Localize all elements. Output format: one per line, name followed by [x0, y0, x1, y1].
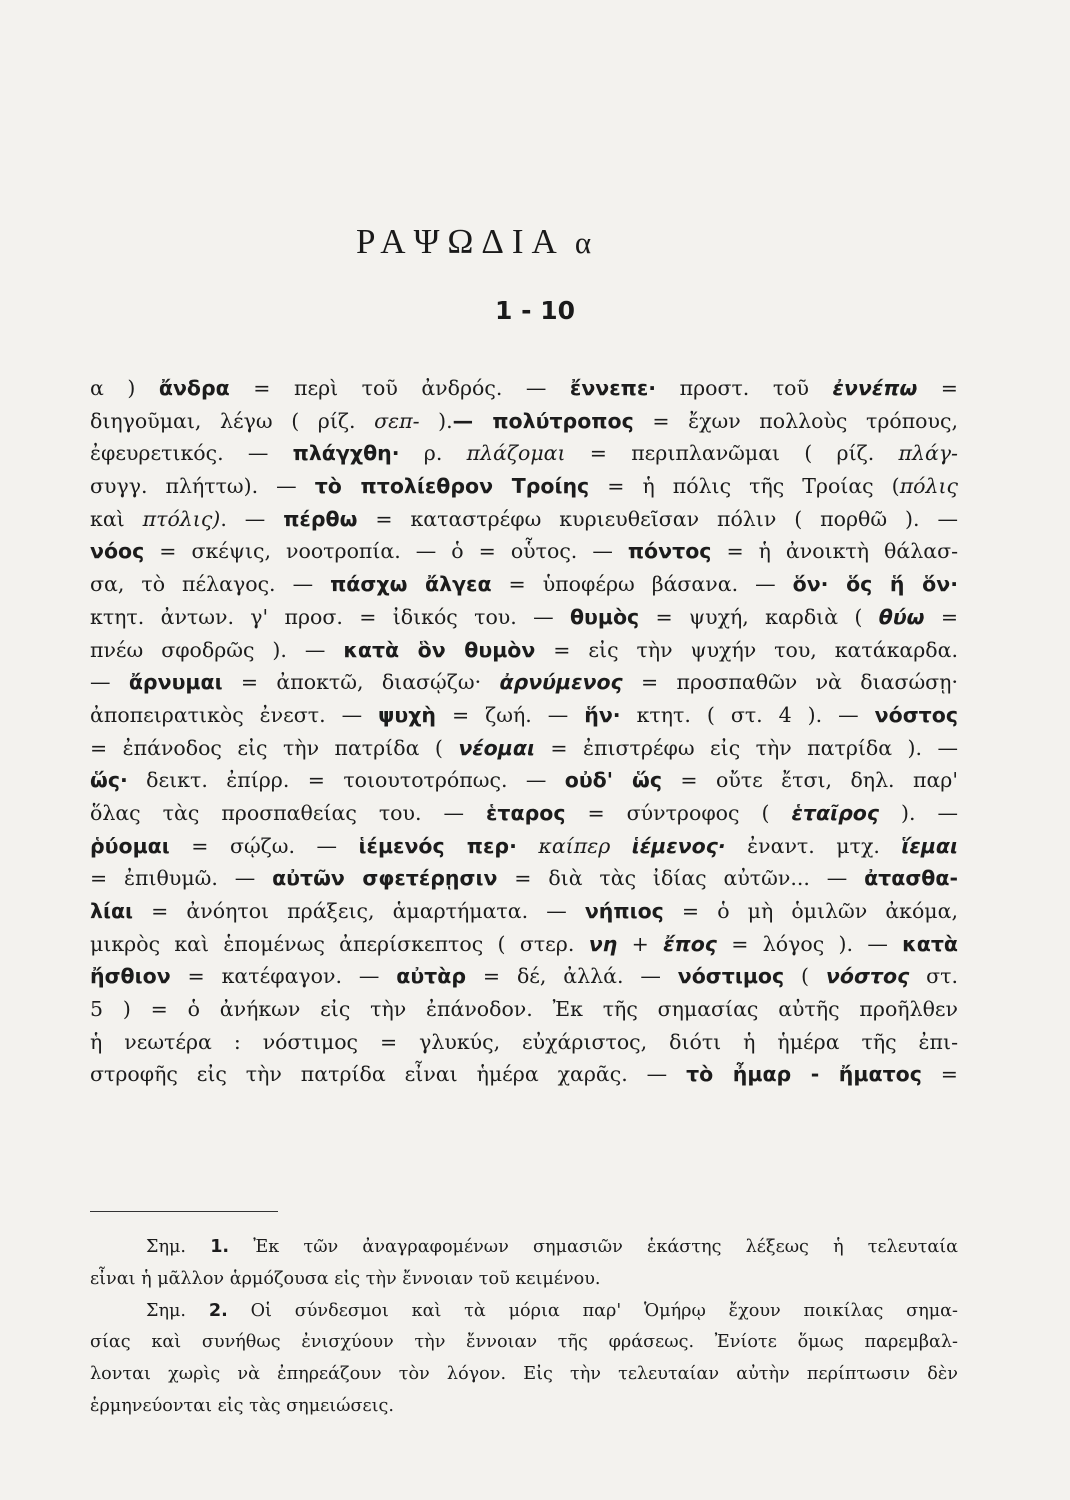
- text-run: = κατέφαγον. —: [170, 964, 397, 989]
- headword: ψυχὴ: [378, 702, 437, 727]
- text-run: λονται χωρὶς νὰ ἐπηρεάζουν τὸν λόγον. Εἰς τὴν τελευταίαν αὐτὴν περίπτωσιν δὲν: [90, 1364, 958, 1385]
- text-run: = ἡ πόλις τῆς Τροίας (: [589, 474, 900, 499]
- headword: αὐτῶν σφετέρῃσιν: [272, 866, 498, 891]
- footnote-line: [90, 1327, 958, 1359]
- headword: λίαι: [90, 899, 134, 923]
- text-run: Σημ.: [146, 1237, 211, 1257]
- headword: τὸ ἦμαρ - ἤματος: [686, 1062, 922, 1087]
- text-run: = ζωή. —: [436, 702, 585, 727]
- text-run: πνέω σφοδρῶς ). —: [90, 637, 344, 662]
- text-run: = εἰς τὴν ψυχήν του, κατάκαρδα.: [535, 637, 958, 662]
- italic-headword: ἑταῖρος: [791, 800, 879, 825]
- text-run: ). —: [879, 800, 958, 825]
- headword: ἄρνυμαι: [128, 670, 223, 695]
- text-run: 5 ) = ὁ ἀνήκων εἰς τὴν ἐπάνοδον. Ἐκ τῆς σημασίας αὐτῆς προῆλθεν: [90, 997, 958, 1022]
- headword: αὐτὰρ: [396, 964, 467, 989]
- text-run: = οὔτε ἔτσι, δηλ. παρ': [662, 768, 958, 793]
- text-run: =: [917, 376, 958, 400]
- text-line: [90, 797, 958, 830]
- headword: νόστος: [874, 702, 958, 727]
- text-run: = λόγος ). —: [716, 931, 903, 956]
- text-run: εἶναι ἡ μᾶλλον ἁρμόζουσα εἰς τὴν ἔννοιαν τοῦ κειμένου.: [90, 1268, 601, 1289]
- text-run: = ἔχων πολλοὺς τρόπους,: [633, 408, 958, 433]
- text-line: [90, 960, 958, 993]
- headword: οὐδ' ὥς: [564, 768, 663, 793]
- italic-headword: θύω: [878, 604, 925, 629]
- headword: νόστιμος: [677, 964, 785, 989]
- text-run: [610, 834, 632, 858]
- text-run: μικρὸς καὶ ἑπομένως ἀπερίσκεπτος ( στερ.: [90, 931, 589, 956]
- text-line: [90, 372, 958, 405]
- text-run: = σῴζω. —: [169, 833, 359, 858]
- book-letter: α: [574, 225, 592, 260]
- text-run: = ἐπιστρέφω εἰς τὴν πατρίδα ). —: [534, 735, 958, 760]
- text-line: [90, 895, 958, 928]
- text-run: στ.: [909, 964, 958, 989]
- text-line: [90, 993, 958, 1026]
- footnote-rule: [90, 1211, 278, 1212]
- headword: πλάγχθη·: [292, 441, 400, 466]
- text-line: [90, 1026, 958, 1059]
- text-run: [517, 834, 539, 858]
- italic-term: καίπερ: [538, 833, 611, 858]
- headword: νήπιος: [584, 899, 664, 923]
- italic-headword: ἱέμενος·: [631, 833, 726, 858]
- text-run: κτητ. ἀντων. γ' προσ. = ἰδικός του. —: [90, 604, 570, 629]
- text-run: α ): [90, 376, 159, 400]
- footnotes: [90, 1232, 958, 1423]
- headword: ῥύομαι: [90, 833, 170, 858]
- text-run: = διὰ τὰς ἰδίας αὐτῶν... —: [497, 866, 865, 891]
- headword: πάσχω ἄλγεα: [330, 572, 492, 597]
- text-run: ἀποπειρατικὸς ἐνεστ. —: [90, 702, 379, 727]
- footnote-line: [90, 1264, 958, 1296]
- headword: ἑταρος: [486, 800, 566, 825]
- text-run: ἡ νεωτέρα : νόστιμος = γλυκύς, εὐχάριστος, διότι ἡ ἡμέρα τῆς ἐπι-: [90, 1029, 958, 1054]
- headword: νόος: [90, 539, 145, 564]
- text-run: δεικτ. ἐπίρρ. = τοιουτοτρόπως. —: [127, 768, 565, 793]
- headword: 2.: [208, 1300, 228, 1321]
- italic-headword: ἐννέπω: [832, 376, 918, 400]
- headword: ἀτασθα-: [864, 866, 958, 891]
- text-run: σίας καὶ συνήθως ἐνισχύουν τὴν ἔννοιαν τῆς φράσεως. Ἐνίοτε ὅμως παρεμβαλ-: [90, 1332, 958, 1353]
- italic-term: πλάζομαι: [466, 441, 566, 466]
- text-run: = ὁ μὴ ὁμιλῶν ἀκόμα,: [663, 899, 958, 923]
- italic-term: πτόλις): [142, 506, 221, 531]
- verse-range: 1 - 10: [495, 296, 575, 325]
- text-run: καὶ: [90, 506, 143, 531]
- italic-headword: νόστος: [825, 964, 910, 989]
- text-line: [90, 437, 958, 470]
- text-run: = σκέψις, νοοτροπία. — ὁ = οὗτος. —: [144, 539, 628, 564]
- headword: ἱέμενός περ·: [358, 833, 517, 858]
- text-line: [90, 732, 958, 765]
- text-line: [90, 699, 958, 732]
- headword: πόντος: [627, 539, 712, 564]
- footnote-line: [90, 1359, 958, 1391]
- text-run: κτητ. ( στ. 4 ). —: [620, 702, 875, 727]
- text-run: = περιπλανῶμαι ( ρίζ.: [565, 441, 899, 466]
- italic-headword: ἀρνύμενος: [499, 670, 623, 695]
- text-run: ἑρμηνεύονται εἰς τὰς σημειώσεις.: [90, 1395, 394, 1416]
- text-run: Οἱ σύνδεσμοι καὶ τὰ μόρια παρ' Ὁμήρῳ ἔχουν ποικίλας σημα-: [227, 1300, 958, 1321]
- text-line: [90, 634, 958, 667]
- italic-headword: νέομαι: [458, 735, 535, 760]
- text-run: Σημ.: [146, 1300, 209, 1321]
- text-line: [90, 666, 958, 699]
- text-line: [90, 830, 958, 863]
- text-line: [90, 1058, 958, 1091]
- text-run: = ἀποκτῶ, διασῴζω·: [222, 670, 500, 695]
- text-run: ρ.: [399, 441, 467, 466]
- headword: τὸ πτολίεθρον Τροίης: [314, 474, 590, 499]
- text-line: [90, 568, 958, 601]
- headword: ὥς·: [90, 768, 128, 793]
- text-run: —: [90, 670, 129, 695]
- text-line: [90, 535, 958, 568]
- rhapsody-title: [356, 222, 591, 262]
- text-run: = ἐπιθυμῶ. —: [90, 866, 273, 891]
- footnote-line: [90, 1391, 958, 1423]
- text-run: ἐφευρετικός. —: [90, 441, 293, 466]
- text-run: ἐναντ. μτχ.: [725, 833, 902, 858]
- text-line: [90, 503, 958, 536]
- text-run: = ἐπάνοδος εἰς τὴν πατρίδα (: [90, 735, 459, 760]
- text-run: Ἐκ τῶν ἀναγραφομένων σημασιῶν ἑκάστης λέξεως ἡ τελευταία: [229, 1237, 958, 1257]
- text-run: =: [924, 604, 958, 629]
- text-run: . —: [220, 506, 284, 531]
- footnote-line: [90, 1296, 958, 1328]
- text-line: [90, 928, 958, 961]
- text-run: =: [921, 1062, 958, 1087]
- text-run: = ὑποφέρω βάσανα. —: [491, 572, 793, 597]
- text-run: = περὶ τοῦ ἀνδρός. —: [229, 376, 570, 400]
- text-run: = προσπαθῶν νὰ διασώσῃ·: [622, 670, 958, 695]
- footnote-line: [90, 1232, 958, 1264]
- text-run: ).: [419, 408, 453, 433]
- text-run: προστ. τοῦ: [656, 376, 833, 400]
- headword: ἥν·: [584, 702, 621, 727]
- commentary-text: [90, 372, 958, 1091]
- text-run: ὅλας τὰς προσπαθείας του. —: [90, 800, 486, 825]
- text-line: [90, 601, 958, 634]
- text-run: = ψυχή, καρδιὰ (: [639, 604, 879, 629]
- headword: κατὰ: [902, 931, 958, 956]
- text-line: [90, 470, 958, 503]
- italic-term: πόλις: [899, 474, 958, 499]
- text-run: στροφῆς εἰς τὴν πατρίδα εἶναι ἡμέρα χαρᾶς. —: [90, 1062, 687, 1087]
- italic-headword: νη: [588, 931, 618, 956]
- headword: ἄνδρα: [158, 376, 230, 400]
- text-line: [90, 862, 958, 895]
- italic-headword: ἵεμαι: [901, 833, 958, 858]
- headword: ἤσθιον: [90, 964, 171, 989]
- headword: θυμὸς: [569, 604, 640, 629]
- text-run: = σύντροφος (: [565, 800, 792, 825]
- text-run: σα, τὸ πέλαγος. —: [90, 572, 331, 597]
- headword: — πολύτροπος: [452, 408, 634, 433]
- text-run: = καταστρέφω κυριευθεῖσαν πόλιν ( πορθῶ ). —: [357, 506, 958, 531]
- italic-term: πλάγ-: [898, 441, 958, 466]
- text-line: [90, 405, 958, 438]
- text-line: [90, 764, 958, 797]
- text-run: = δέ, ἀλλά. —: [466, 964, 678, 989]
- text-run: +: [617, 931, 664, 956]
- headword: ὅν· ὅς ἥ ὅν·: [792, 572, 958, 597]
- text-run: διηγοῦμαι, λέγω ( ρίζ.: [90, 408, 375, 433]
- text-run: = ἡ ἀνοικτὴ θάλασ-: [711, 539, 958, 564]
- text-run: συγγ. πλήττω). —: [90, 474, 315, 499]
- italic-headword: ἔπος: [663, 931, 717, 956]
- headword: ἔννεπε·: [569, 376, 657, 400]
- text-run: = ἀνόητοι πράξεις, ἁμαρτήματα. —: [133, 899, 585, 923]
- italic-term: σεπ-: [374, 408, 420, 433]
- text-run: (: [784, 964, 826, 989]
- rhapsody-title-text: ΡΑΨΩΔΙΑ: [356, 222, 565, 261]
- headword: 1.: [210, 1237, 230, 1257]
- headword: κατὰ ὃν θυμὸν: [343, 637, 536, 662]
- headword: πέρθω: [283, 506, 358, 531]
